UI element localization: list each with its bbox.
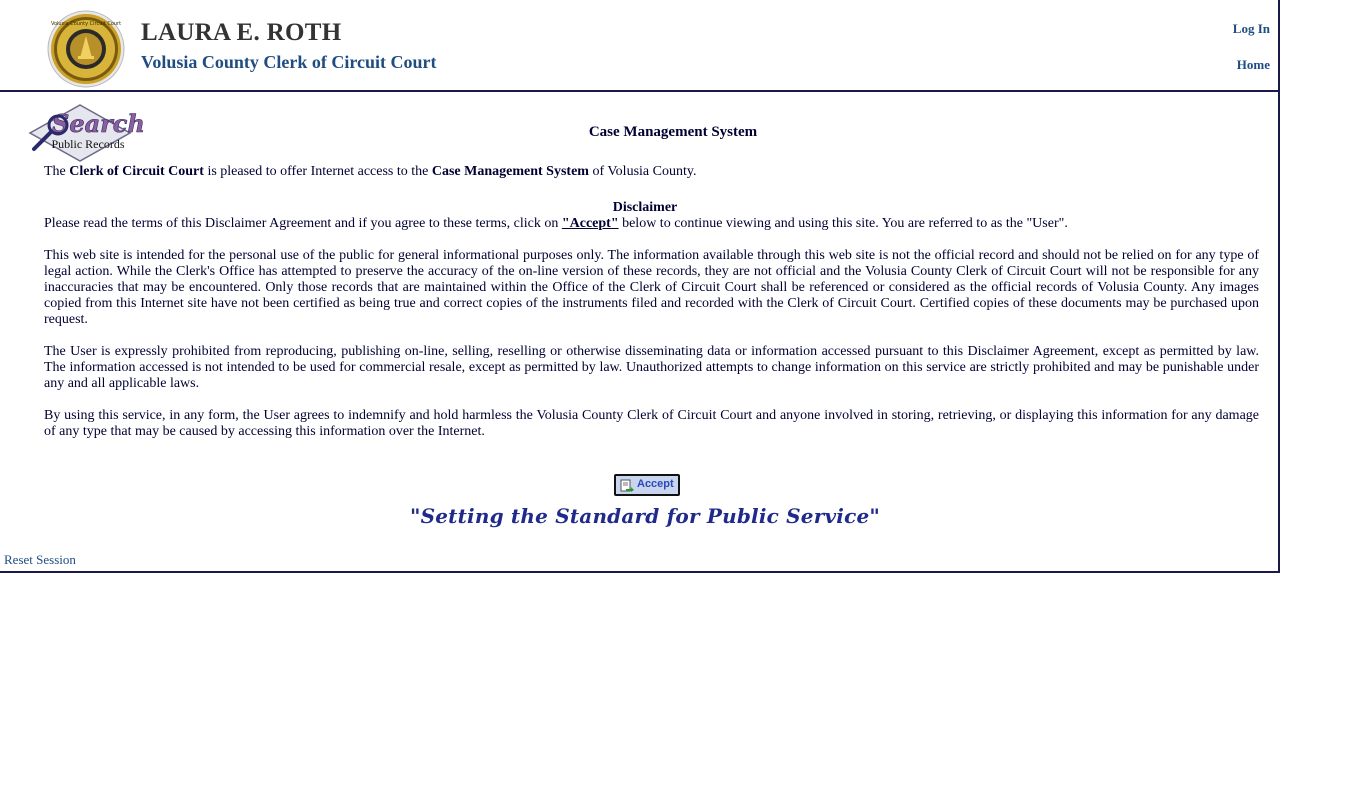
accept-reference: "Accept" bbox=[561, 216, 619, 231]
p1-post: below to continue viewing and using this site. You are referred to as the "User". bbox=[618, 216, 1068, 231]
disclaimer-heading: Disclaimer bbox=[612, 200, 678, 215]
disclaimer-paragraph-4: By using this service, in any form, the User agrees to indemnify and hold harmless the Volusia County Clerk of Circuit Court and anyone involved in storing, retrieving, or displaying this information for any damage of any type that may be caused by accessing this information over the Internet. bbox=[44, 408, 1259, 439]
seal-text: Volusia County Circuit Court bbox=[50, 21, 122, 27]
reset-session-link[interactable]: Reset Session bbox=[4, 552, 76, 567]
accept-button-label: Accept bbox=[637, 478, 674, 490]
p1-pre: Please read the terms of this Disclaimer Agreement and if you agree to these terms, click on bbox=[44, 216, 562, 231]
page-header bbox=[0, 0, 1280, 92]
login-link[interactable]: Log In bbox=[1232, 21, 1270, 36]
disclaimer-paragraph-1 bbox=[44, 216, 1259, 232]
system-title: Case Management System bbox=[588, 124, 758, 140]
intro-mid: is pleased to offer Internet access to the bbox=[203, 164, 432, 179]
intro-paragraph bbox=[44, 164, 1259, 180]
intro-clerk: Clerk of Circuit Court bbox=[69, 164, 204, 179]
clerk-office-title: Volusia County Clerk of Circuit Court bbox=[141, 52, 437, 72]
search-logo-subtitle: Public Records bbox=[51, 137, 125, 151]
intro-system: Case Management System bbox=[431, 164, 589, 179]
disclaimer-paragraph-2: This web site is intended for the personal use of the public for general informational purposes only. The information available through this web site is not the official record and should not be relied on for any type of legal action. While the Clerk's Office has attempted to preserve the accuracy of the on-line version of these records, they are not official and the Volusia County Clerk of Circuit Court will not be responsible for any inaccuracies that may be encountered. Only those records that are maintained within the Office of the Clerk of Circuit Court shall be referenced or considered as the official records of Volusia County. Any images copied from this Internet site have not been certified as being true and correct copies of the instruments filed and recorded with the Clerk of Circuit Court. Certified copies of these documents may be purchased upon request. bbox=[44, 248, 1259, 327]
search-logo-text: Search bbox=[52, 109, 145, 138]
intro-post: of Volusia County. bbox=[588, 164, 697, 179]
document-arrow-icon bbox=[620, 479, 634, 492]
main-panel bbox=[0, 92, 1280, 573]
court-seal-icon bbox=[47, 10, 125, 88]
accept-button[interactable] bbox=[614, 474, 680, 496]
clerk-name: LAURA E. ROTH bbox=[141, 19, 342, 46]
intro-pre: The bbox=[44, 164, 70, 179]
home-link[interactable]: Home bbox=[1236, 57, 1270, 72]
slogan: "Setting the Standard for Public Service" bbox=[409, 504, 881, 528]
disclaimer-paragraph-3: The User is expressly prohibited from reproducing, publishing on-line, selling, reselling or otherwise disseminating data or information accessed pursuant to this Disclaimer Agreement, except as permitted by law. The information accessed is not intended to be used for commercial resale, except as permitted by law. Unauthorized attempts to change information on this service are strictly prohibited and may be punishable under any and all applicable laws. bbox=[44, 344, 1259, 391]
